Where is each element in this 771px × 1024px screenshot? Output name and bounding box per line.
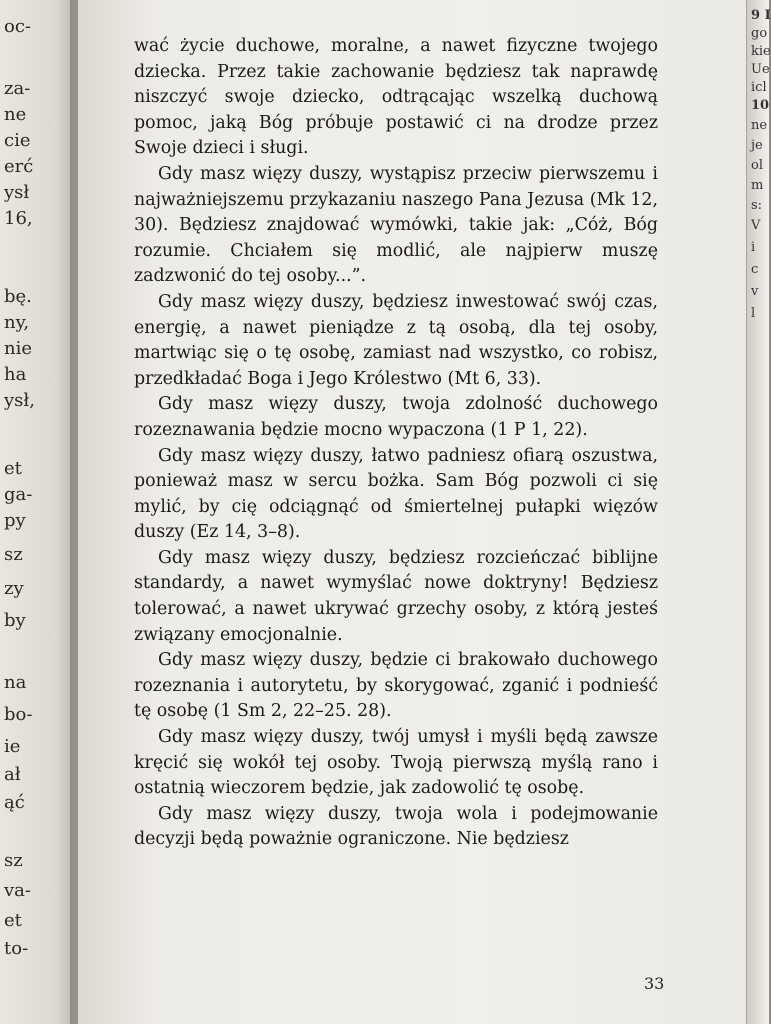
page-number: 33	[644, 974, 665, 993]
paragraph: Gdy masz więzy duszy, twój umysł i myśli będą zawsze kręcić się wokół tej osoby. Twoją pierwszą myślą rano i ostatnią wieczorem będzie, jak zadowolić tę osobę.	[134, 727, 658, 799]
right-fragment: Ue	[751, 62, 770, 77]
left-fragment: py	[4, 510, 26, 531]
left-page-edge	[0, 0, 78, 1024]
right-fragment: c	[751, 262, 759, 277]
paragraph: Gdy masz więzy duszy, twoja zdolność duchowego rozeznawania będzie mocno wypaczona (1 P 1, 22).	[134, 394, 658, 440]
left-fragment: ysł	[4, 182, 30, 203]
book-page	[78, 0, 746, 1024]
right-fragment: 9 I	[751, 8, 771, 23]
left-fragment: ał	[4, 764, 21, 785]
left-fragment: nie	[4, 338, 33, 359]
right-fragment: kie	[751, 44, 771, 59]
left-fragment: et	[4, 910, 22, 931]
left-fragment: bę.	[4, 286, 32, 307]
left-fragment: sz	[4, 544, 23, 565]
left-fragment: va-	[4, 880, 31, 901]
left-fragment: ysł,	[4, 390, 35, 411]
right-fragment: ol	[751, 158, 763, 173]
left-fragment: et	[4, 458, 22, 479]
right-fragment: s:	[751, 198, 763, 213]
left-fragment: na	[4, 672, 27, 693]
left-fragment: ie	[4, 736, 21, 757]
paragraph: wać życie duchowe, moralne, a nawet fizyczne twojego dziecka. Przez takie zachowanie będziesz tak naprawdę niszczyć swoje dziecko, odtrącając wszelką duchową pomoc, jaką Bóg próbuje postawić ci na drodze przez Swoje dzieci i sługi.	[134, 36, 658, 159]
paragraph: Gdy masz więzy duszy, będzie ci brakowało duchowego rozeznania i autorytetu, by skorygować, zganić i podnieść tę osobę (1 Sm 2, 22–25. 28).	[134, 650, 658, 722]
right-fragment: go	[751, 26, 768, 41]
left-fragment: 16,	[4, 208, 33, 229]
paragraph: Gdy masz więzy duszy, będziesz rozcieńczać biblijne standardy, a nawet wymyślać nowe doktryny! Będziesz tolerować, a nawet ukrywać grzechy osoby, z którą jesteś związany emocjonalnie.	[134, 547, 658, 645]
paragraph: Gdy masz więzy duszy, twoja wola i podejmowanie decyzji będą poważnie ograniczone. Nie będziesz	[134, 803, 658, 850]
left-fragment: za-	[4, 78, 31, 99]
paragraph: Gdy masz więzy duszy, łatwo padniesz ofiarą oszustwa, ponieważ masz w sercu bożka. Sam Bóg pozwoli ci się mylić, by cię odciągnąć od śmiertelnej pułapki więzów duszy (Ez 14, 3–8).	[134, 445, 658, 543]
right-fragment: v	[751, 284, 759, 299]
left-fragment: by	[4, 610, 26, 631]
left-fragment: ąć	[4, 792, 25, 813]
left-fragment: cie	[4, 130, 31, 151]
left-fragment: zy	[4, 578, 24, 599]
left-fragment: ha	[4, 364, 27, 385]
right-fragment: icl	[751, 80, 767, 95]
left-fragment: oc-	[4, 16, 31, 37]
right-page-edge	[746, 0, 769, 1024]
right-fragment: m	[751, 178, 764, 193]
left-fragment: ne	[4, 104, 27, 125]
left-fragment: to-	[4, 938, 29, 959]
right-fragment: ne	[751, 118, 768, 133]
paragraph: Gdy masz więzy duszy, będziesz inwestować swój czas, energię, a nawet pieniądze z tą osobą, dla tej osoby, martwiąc się o tę osobę, zamiast nad wszystko, co robisz, przedkładać Boga i Jego Królestwo (Mt 6, 33).	[134, 291, 658, 389]
body-text	[134, 34, 658, 853]
right-fragment: je	[751, 138, 763, 153]
right-fragment: i	[751, 240, 756, 255]
left-fragment: sz	[4, 850, 23, 871]
left-fragment: ny,	[4, 312, 30, 333]
paragraph: Gdy masz więzy duszy, wystąpisz przeciw pierwszemu i najważniejszemu przykazaniu naszego Pana Jezusa (Mk 12, 30). Będziesz znajdować wymówki, takie jak: „Cóż, Bóg rozumie. Chciałem się modlić, ale najpierw muszę zadzwonić do tej osoby...”.	[134, 163, 659, 287]
left-fragment: ga-	[4, 484, 33, 505]
right-fragment: V	[751, 218, 761, 233]
right-fragment: l	[751, 306, 756, 321]
right-fragment: 10	[751, 98, 770, 113]
left-fragment: bo-	[4, 704, 33, 725]
left-fragment: erć	[4, 156, 34, 177]
